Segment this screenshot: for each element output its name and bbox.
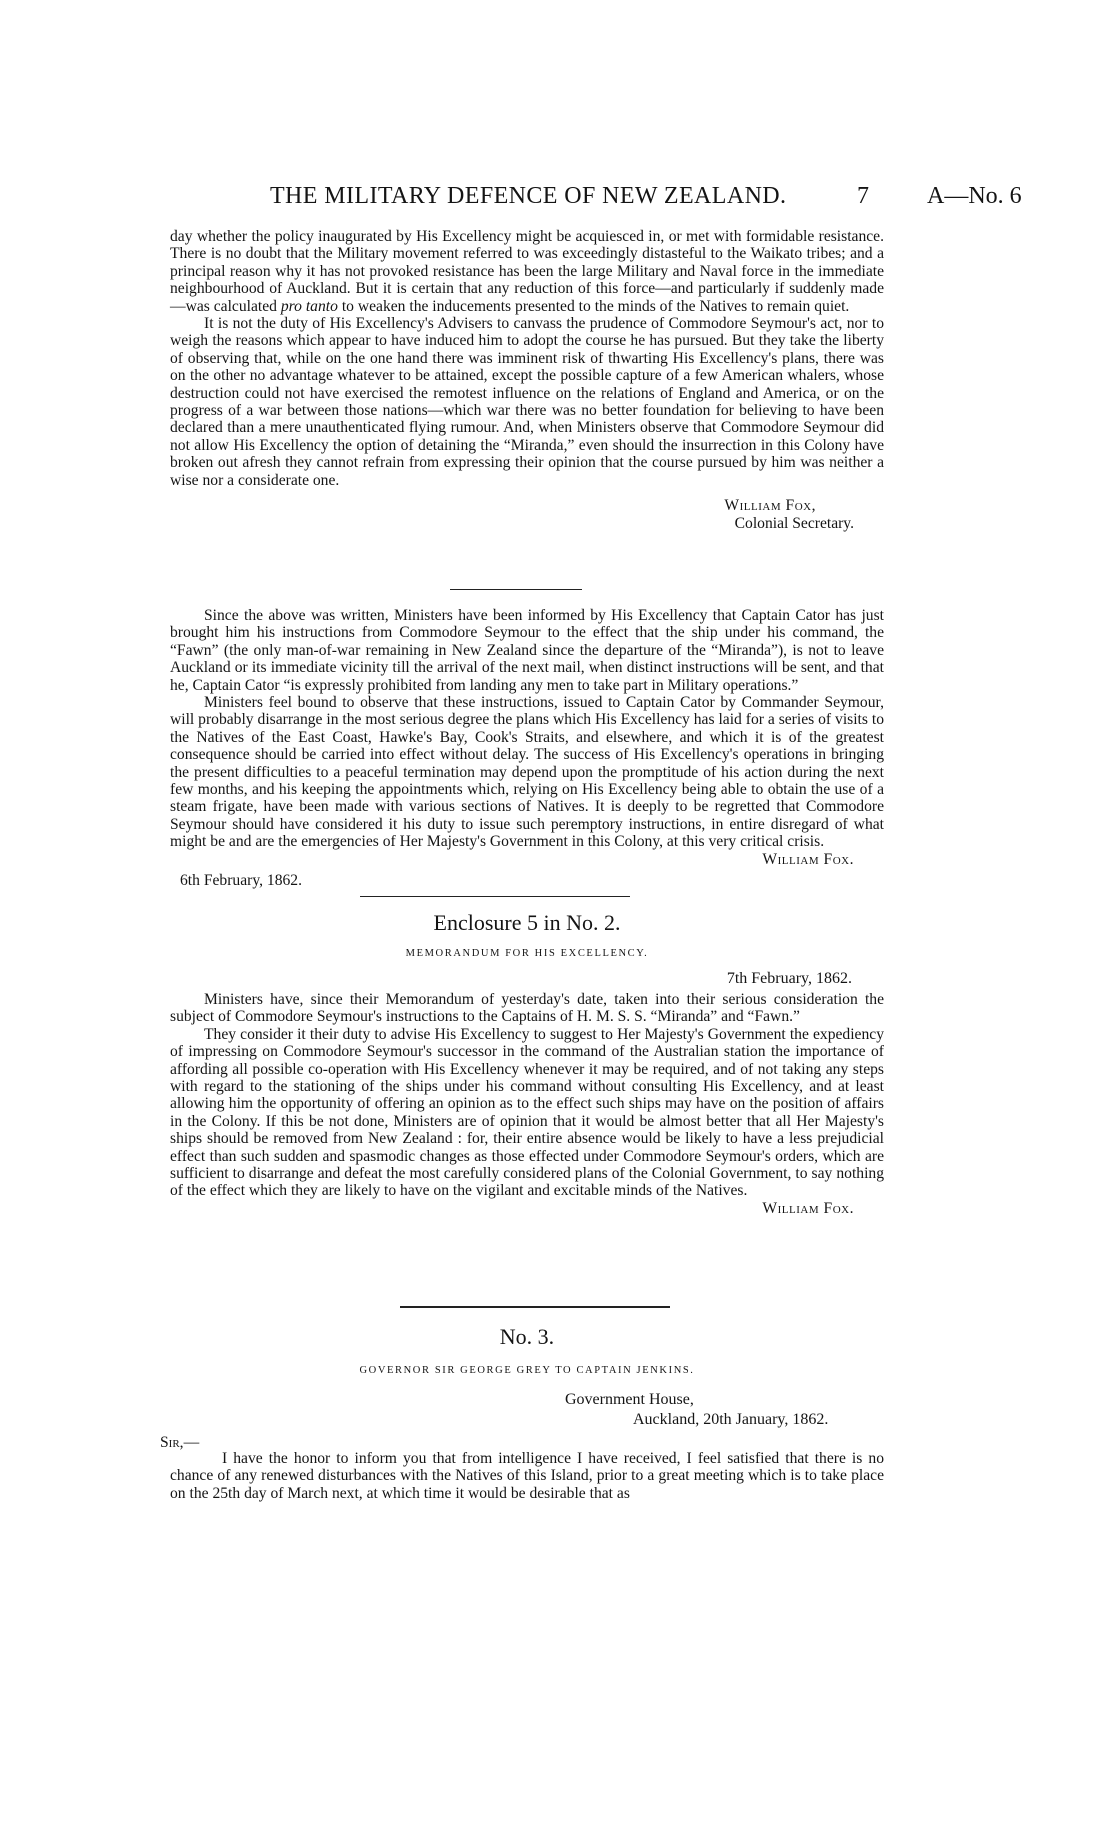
address-line: Government House, [565, 1391, 694, 1408]
memo-date: 6th February, 1862. [180, 872, 302, 889]
paragraph [170, 228, 884, 315]
signature-block [170, 1200, 884, 1217]
signature-block [170, 497, 884, 532]
paper-reference: A—No. 6 [927, 183, 1022, 209]
signature-name: William Fox. [762, 850, 854, 868]
letter-subheading: GOVERNOR SIR GEORGE GREY TO CAPTAIN JENKINS. [359, 1365, 695, 1376]
paragraph-text: day whether the policy inaugurated by His Excellency might be acquiesced in, or met with formidable resistance. There is no doubt that the Military movement referred to was exceedingly distasteful to the Waikato tribes; and a principal reason why it has not provoked resistance has been the large Military and Naval force in the immediate neighbourhood of Auckland. But it is certain that any reduction of this force—and particularly if suddenly made—was calculated [170, 228, 884, 315]
paragraph: Ministers have, since their Memorandum of yesterday's date, taken into their serious consideration the subject of Commodore Seymour's instructions to the Captains of H. M. S. S. “Miranda” and “Fawn.” [170, 991, 884, 1026]
signature-block [170, 851, 884, 868]
memorandum-continued [170, 228, 884, 532]
enclosure-heading: Enclosure 5 in No. 2. [433, 910, 621, 935]
signature-role: Colonial Secretary. [734, 514, 854, 532]
page-header-title: THE MILITARY DEFENCE OF NEW ZEALAND. [270, 183, 787, 209]
enclosure-body [170, 991, 884, 1217]
letter-body [170, 1450, 884, 1502]
paragraph: I have the honor to inform you that from intelligence I have received, I feel satisfied that there is no chance of any renewed disturbances with the Natives of this Island, prior to a great meeting which is to take place on the 25th day of March next, at which time it would be desirable that as [170, 1450, 884, 1502]
enclosure-subheading: MEMORANDUM FOR HIS EXCELLENCY. [405, 948, 649, 959]
signature-name: William Fox. [762, 1199, 854, 1217]
salutation: Sir,— [160, 1434, 200, 1451]
paragraph-text: to weaken the inducements presented to the minds of the Natives to remain quiet. [341, 297, 850, 315]
signature-name: William Fox, [724, 497, 816, 515]
section-divider [450, 589, 582, 590]
enclosure-date: 7th February, 1862. [726, 970, 852, 987]
paragraph: Since the above was written, Ministers have been informed by His Excellency that Captain Cator has just brought him his instructions from Commodore Seymour to the effect that the ship under his command, the “Fawn” (the only man-of-war remaining in New Zealand since the departure of the “Miranda”), is not to leave Auckland or its immediate vicinity till the arrival of the next mail, when distinct instructions will be sent, and that he, Captain Cator “is expressly prohibited from landing any men to take part in Military operations.” [170, 607, 884, 694]
section-divider [360, 896, 630, 897]
paragraph: It is not the duty of His Excellency's Advisers to canvass the prudence of Commodore Seymour's act, nor to weigh the reasons which appear to have induced him to adopt the course he has pursued. But they take the liberty of observing that, while on the one hand there was imminent risk of thwarting His Excellency's plans, there was on the other no advantage whatever to be attained, except the possible capture of a few American whalers, whose destruction could not have exercised the remotest influence on the relations of England and America, or on the progress of a war between those nations—which war there was no better foundation for believing to have been declared than a mere unauthenticated flying rumour. And, when Ministers observe that Commodore Seymour did not allow His Excellency the option of detaining the “Miranda,” even should the insurrection in this Colony have broken out afresh they cannot refrain from expressing their opinion that the course pursued by him was neither a wise nor a considerate one. [170, 315, 884, 489]
postscript [170, 607, 884, 868]
page-number: 7 [857, 183, 869, 209]
paragraph: They consider it their duty to advise His Excellency to suggest to Her Majesty's Government the expediency of impressing on Commodore Seymour's successor in the command of the Australian station the importance of affording all possible co-operation with His Excellency whenever it may be required, and of not taking any steps with regard to the stationing of the ships under his command without consulting His Excellency, and at least allowing him the opportunity of offering an opinion as to the effect such ships may have on the position of affairs in the Colony. If this be not done, Ministers are of opinion that it would be almost better that all Her Majesty's ships should be removed from New Zealand : for, their entire absence would be likely to have a less prejudicial effect than such sudden and spasmodic changes as those effected under Commodore Seymour's orders, which are sufficient to disarrange and defeat the most carefully considered plans of the Colonial Government, to say nothing of the effect which they are likely to have on the vigilant and excitable minds of the Natives. [170, 1025, 884, 1200]
address-line: Auckland, 20th January, 1862. [633, 1411, 829, 1428]
italic-phrase: pro tanto [280, 297, 338, 315]
section-divider [400, 1306, 670, 1308]
paragraph: Ministers feel bound to observe that these instructions, issued to Captain Cator by Commander Seymour, will probably disarrange in the most serious degree the plans which His Excellency has laid for a series of visits to the Natives of the East Coast, Hawke's Bay, Cook's Straits, and elsewhere, and which it is of the greatest consequence should be carried into effect without delay. The success of His Excellency's operations in bringing the present difficulties to a peaceful termination may depend upon the promptitude of his action during the next few months, and his keeping the appointments which, relying on His Excellency being able to obtain the use of a steam frigate, have been made with various sections of Natives. It is deeply to be regretted that Commodore Seymour should have considered it his duty to issue such peremptory instructions, in entire disregard of what might be and are the emergencies of Her Majesty's Government in this Colony, at this very critical crisis. [170, 694, 884, 851]
document-number-heading: No. 3. [499, 1324, 555, 1349]
letter-address [565, 1390, 828, 1430]
